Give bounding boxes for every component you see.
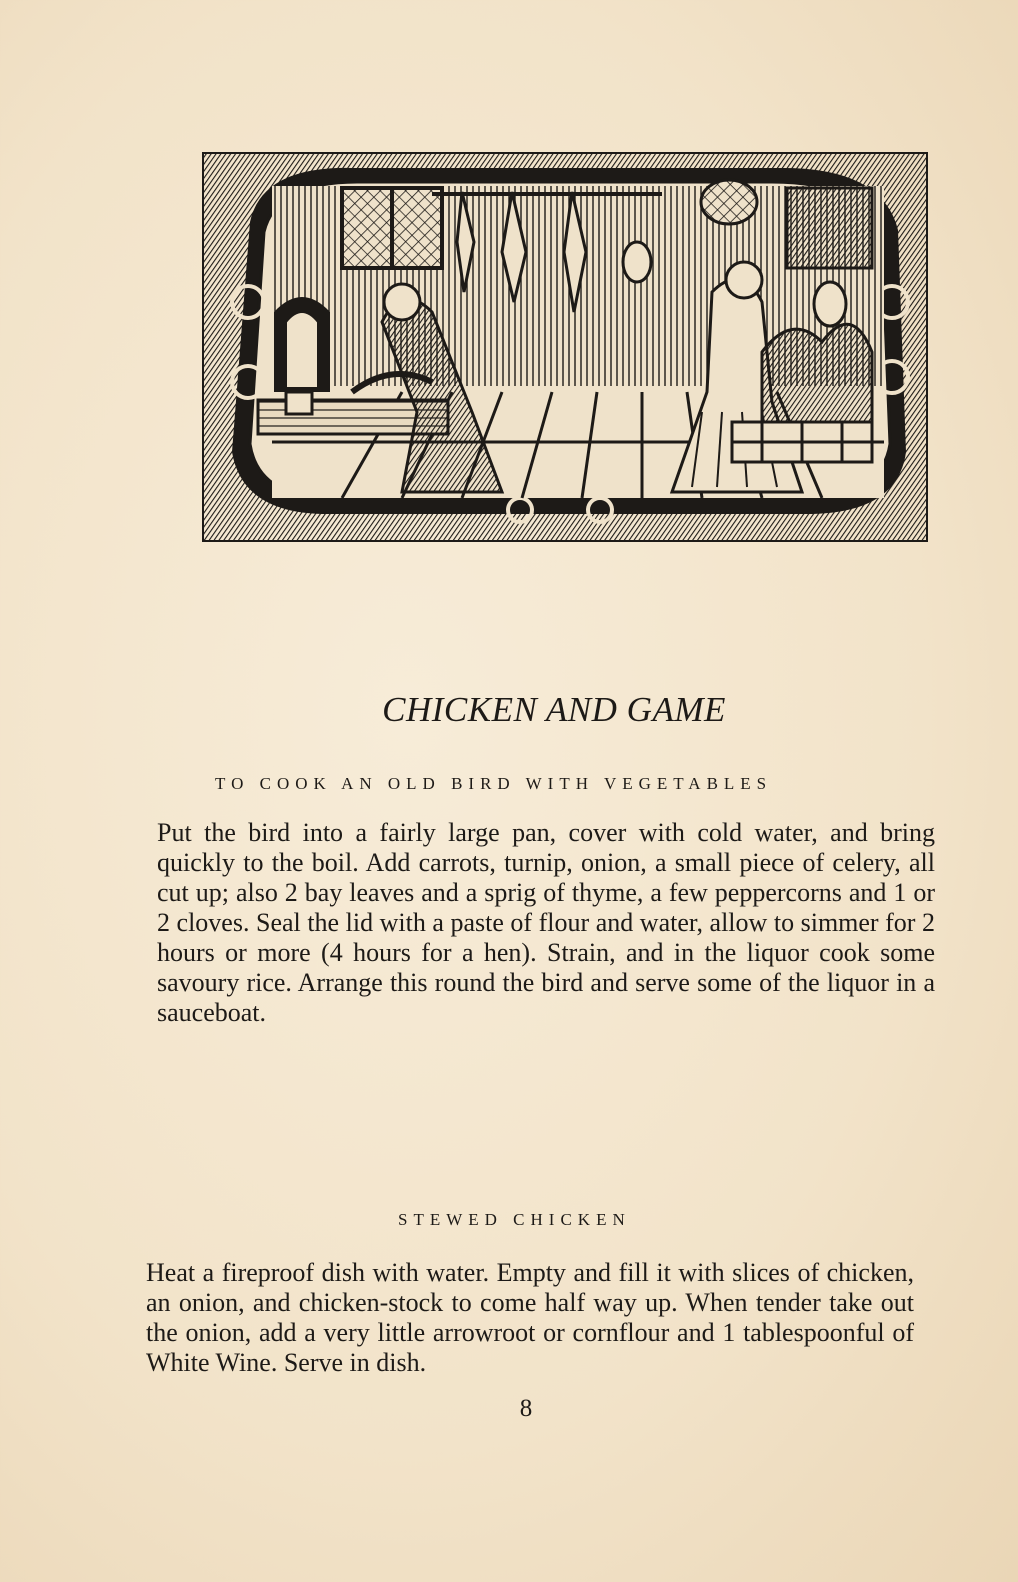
recipe-body-stewed-chicken: Heat a fireproof dish with water. Empty and fill it with slices of chicken, an onion, and chicken-stock to come half way up. When tender take out the onion, add a very little arrowroot or cornflour and 1 tablespoonful of White Wine. Serve in dish. <box>146 1258 914 1377</box>
kitchen-woodcut-illustration <box>202 152 928 542</box>
recipe-title-old-bird: TO COOK AN OLD BIRD WITH VEGETABLES <box>215 774 773 793</box>
page-number: 8 <box>519 1395 533 1422</box>
recipe-title-stewed-chicken: STEWED CHICKEN <box>398 1210 631 1229</box>
recipe-body-old-bird: Put the bird into a fairly large pan, cover with cold water, and bring quickly to the boil. Add carrots, turnip, onion, a small piece of celery, all cut up; also 2 bay leaves and a sprig of thyme, a few peppercorns and 1 or 2 cloves. Seal the lid with a paste of flour and water, allow to simmer for 2 hours or more (4 hours for a hen). Strain, and in the liquor cook some savoury rice. Arrange this round the bird and serve some of the liquor in a sauceboat. <box>157 818 935 1027</box>
chapter-title: CHICKEN AND GAME <box>382 690 726 729</box>
